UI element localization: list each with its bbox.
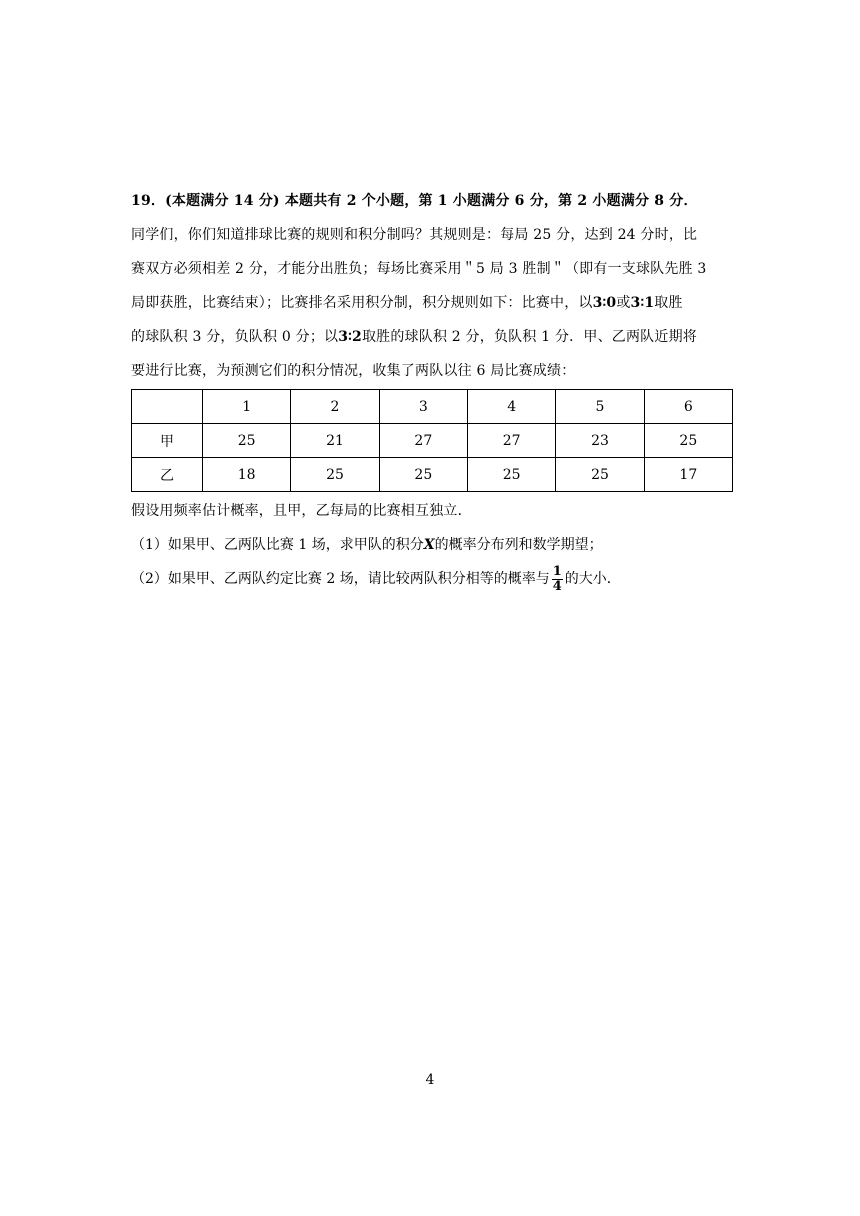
text-segment: 或 — [616, 295, 631, 311]
text-segment: 的大小． — [564, 571, 621, 587]
text-segment: （2）如果甲、乙两队约定比赛 2 场，请比较两队积分相等的概率与 — [131, 571, 550, 587]
table-cell: 25 — [291, 458, 379, 492]
scores-table — [131, 389, 733, 492]
table-cell: 27 — [467, 424, 555, 458]
table-row — [132, 424, 733, 458]
table-cell: 17 — [644, 458, 732, 492]
table-cell: 23 — [556, 424, 644, 458]
score-3-0: 3∶0 — [592, 295, 617, 311]
table-header-row — [132, 390, 733, 424]
table-cell: 25 — [379, 458, 467, 492]
problem-paragraph-line-2: 赛双方必须相差 2 分，才能分出胜负；每场比赛采用＂5 局 3 胜制＂（即有一支球队先胜 3 — [131, 261, 707, 277]
text-segment: （1）如果甲、乙两队比赛 1 场，求甲队的积分 — [131, 537, 424, 553]
table-header-cell: 2 — [291, 390, 379, 424]
table-header-cell: 1 — [203, 390, 291, 424]
fraction-denominator: 4 — [552, 578, 562, 594]
problem-paragraph-line-1: 同学们，你们知道排球比赛的规则和积分制吗？其规则是：每局 25 分，达到 24 分时，比 — [131, 227, 698, 243]
text-segment: 的概率分布列和数学期望； — [434, 537, 603, 553]
sub-question-1 — [131, 528, 733, 562]
problem-19 — [131, 184, 733, 596]
fraction-one-quarter — [552, 565, 563, 594]
table-cell: 25 — [203, 424, 291, 458]
team-label-jia: 甲 — [132, 424, 203, 458]
score-3-2: 3∶2 — [338, 329, 362, 345]
assumption-text: 假设用频率估计概率，且甲，乙每局的比赛相互独立． — [131, 503, 472, 519]
problem-paragraph-line-3 — [131, 286, 733, 320]
table-header-cell — [132, 390, 203, 424]
fraction-numerator: 1 — [552, 563, 562, 579]
table-header-cell: 5 — [556, 390, 644, 424]
table-cell: 25 — [644, 424, 732, 458]
text-segment: 局即获胜，比赛结束）；比赛排名采用积分制，积分规则如下：比赛中，以 — [131, 295, 593, 311]
table-cell: 25 — [556, 458, 644, 492]
table-cell: 27 — [379, 424, 467, 458]
table-cell: 18 — [203, 458, 291, 492]
table-header-cell: 4 — [467, 390, 555, 424]
table-header-cell: 6 — [644, 390, 732, 424]
table-cell: 25 — [467, 458, 555, 492]
team-label-yi: 乙 — [132, 458, 203, 492]
variable-x: X — [423, 537, 435, 553]
text-segment: 的球队积 3 分，负队积 0 分；以 — [131, 329, 339, 345]
table-cell: 21 — [291, 424, 379, 458]
page-number: 4 — [425, 1072, 435, 1088]
problem-paragraph-line-4 — [131, 320, 733, 354]
table-header-cell: 3 — [379, 390, 467, 424]
problem-paragraph-line-5: 要进行比赛，为预测它们的积分情况，收集了两队以往 6 局比赛成绩： — [131, 363, 576, 379]
score-3-1: 3∶1 — [630, 295, 655, 311]
sub-question-2 — [131, 562, 733, 596]
text-segment: 取胜的球队积 2 分，负队积 1 分．甲、乙两队近期将 — [361, 329, 697, 345]
problem-title: 19．(本题满分 14 分) 本题共有 2 个小题，第 1 小题满分 6 分，第 2 小题满分 8 分． — [131, 193, 698, 209]
text-segment: 取胜 — [654, 295, 683, 311]
table-row — [132, 458, 733, 492]
